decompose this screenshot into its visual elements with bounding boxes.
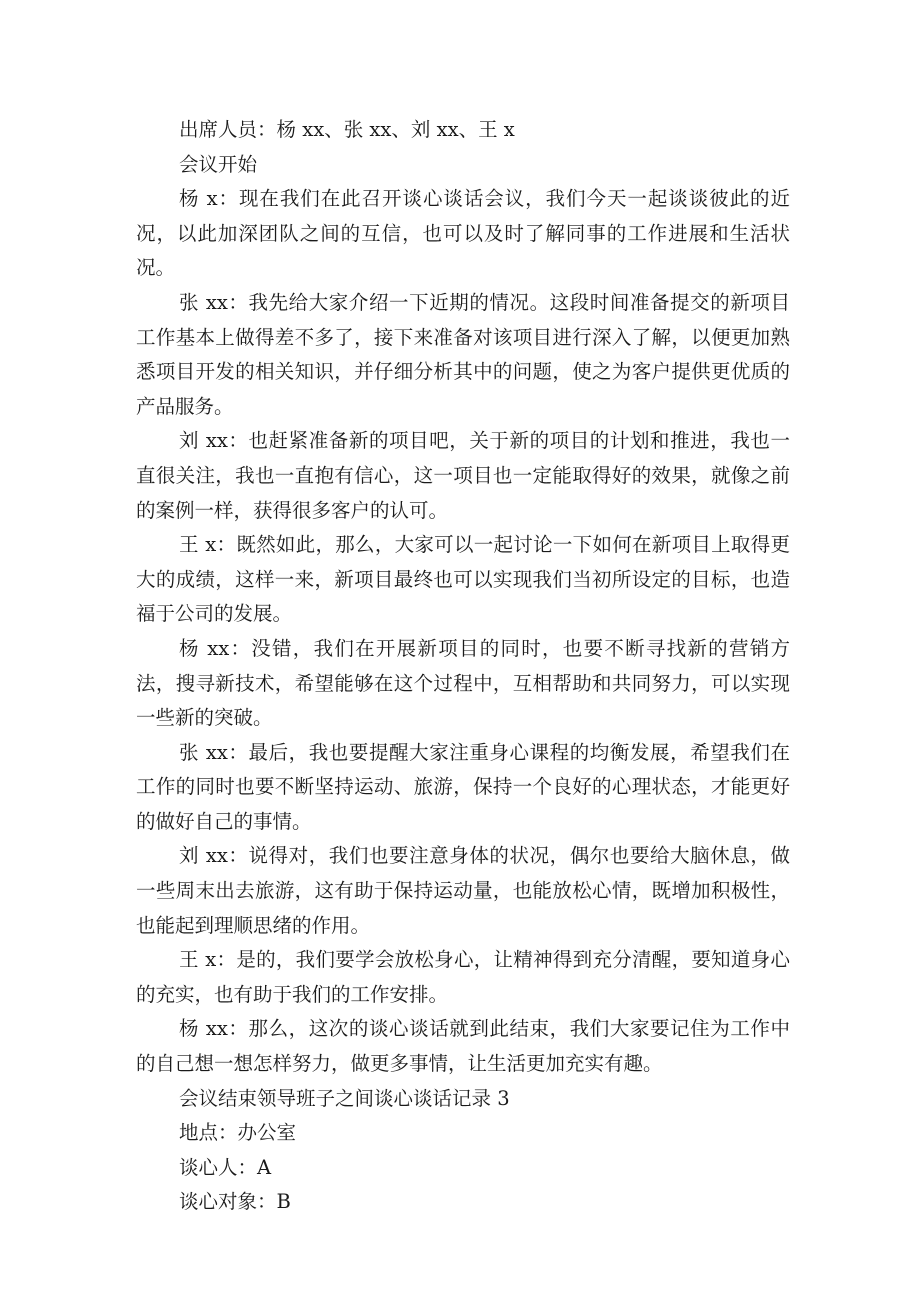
- record-title-line: 会议结束领导班子之间谈心谈话记录 3: [179, 1086, 510, 1110]
- paragraph-wang-1: 王 x：既然如此，那么，大家可以一起讨论一下如何在新项目上取得更大的成绩，这样一来，新项目最终也可以实现我们当初所设定的目标，也造福于公司的发展。: [136, 533, 790, 626]
- paragraph-zhang-1: 张 xx：我先给大家介绍一下近期的情况。这段时间准备提交的新项目工作基本上做得差不多了，接下来准备对该项目进行深入了解，以便更加熟悉项目开发的相关知识，并仔细分析其中的问题，使之为客户提供更优质的产品服务。: [136, 290, 790, 418]
- attendees-line: 出席人员：杨 xx、张 xx、刘 xx、王 x: [179, 118, 515, 141]
- speaker-line: 谈心人：A: [179, 1155, 272, 1179]
- paragraph-yang-1: 杨 x：现在我们在此召开谈心谈话会议，我们今天一起谈谈彼此的近况，以此加深团队之间的互信，也可以及时了解同事的工作进展和生活状况。: [136, 187, 790, 280]
- paragraph-zhang-2: 张 xx：最后，我也要提醒大家注重身心课程的均衡发展，希望我们在工作的同时也要不断坚持运动、旅游，保持一个良好的心理状态，才能更好的做好自己的事情。: [136, 740, 790, 833]
- paragraph-liu-2: 刘 xx：说得对，我们也要注意身体的状况，偶尔也要给大脑休息，做一些周末出去旅游，这有助于保持运动量，也能放松心情，既增加积极性，也能起到理顺思绪的作用。: [136, 844, 790, 937]
- location-line: 地点：办公室: [179, 1121, 297, 1145]
- document-body: [136, 113, 790, 1220]
- paragraph-liu-1: 刘 xx：也赶紧准备新的项目吧，关于新的项目的计划和推进，我也一直很关注，我也一直抱有信心，这一项目也一定能取得好的效果，就像之前的案例一样，获得很多客户的认可。: [136, 429, 790, 522]
- paragraph-yang-3: 杨 xx：那么，这次的谈心谈话就到此结束，我们大家要记住为工作中的自己想一想怎样努力，做更多事情，让生活更加充实有趣。: [136, 1017, 790, 1076]
- counterpart-line: 谈心对象：B: [179, 1190, 291, 1214]
- paragraph-wang-2: 王 x：是的，我们要学会放松身心，让精神得到充分清醒，要知道身心的充实，也有助于我们的工作安排。: [136, 948, 790, 1006]
- meeting-start-line: 会议开始: [179, 152, 258, 176]
- paragraph-yang-2: 杨 xx：没错，我们在开展新项目的同时，也要不断寻找新的营销方法，搜寻新技术，希望能够在这个过程中，互相帮助和共同努力，可以实现一些新的突破。: [136, 636, 790, 730]
